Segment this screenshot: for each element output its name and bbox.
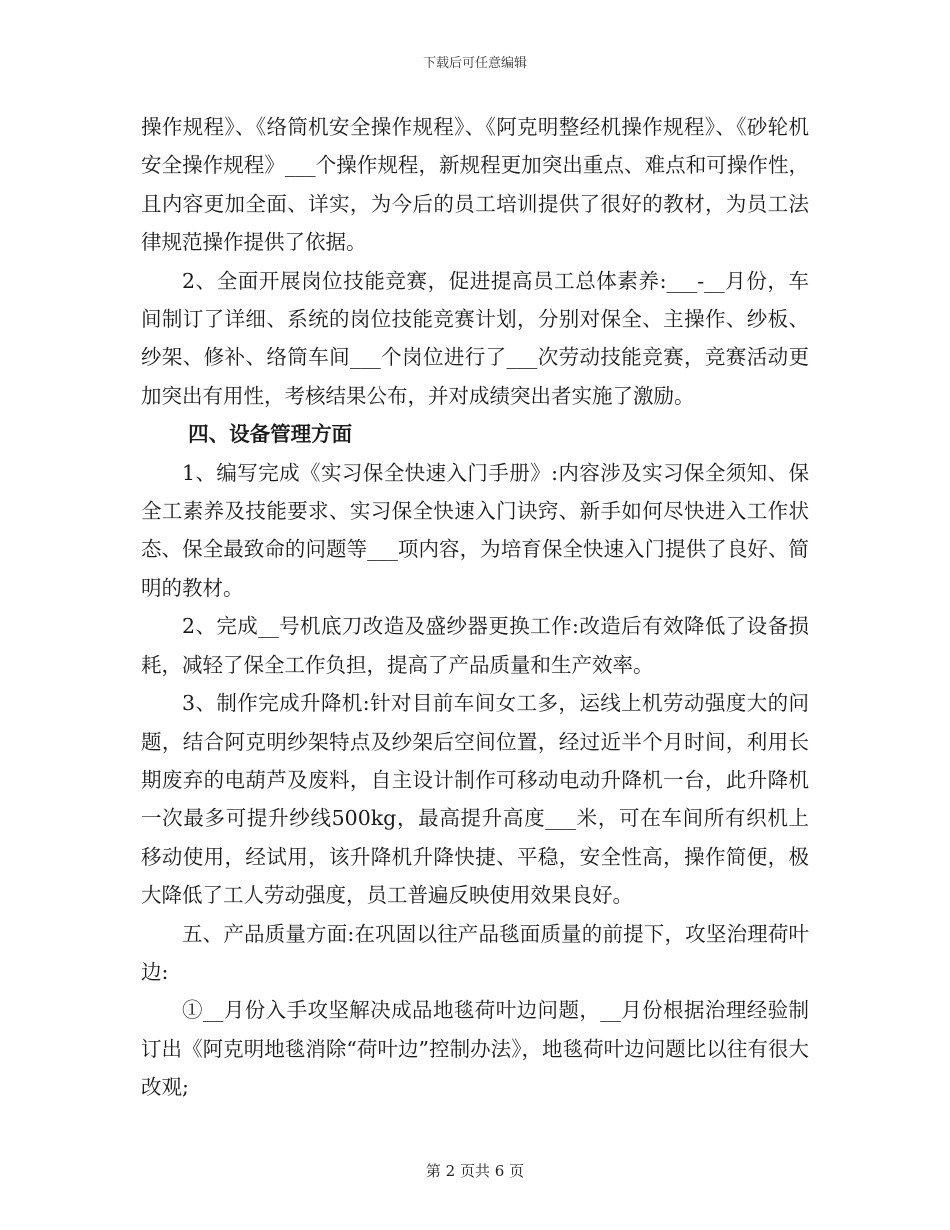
paragraph-lotus-edge-control: ①__月份入手攻坚解决成品地毯荷叶边问题，__月份根据治理经验制订出《阿克明地毯消除“荷叶边”控制办法》，地毯荷叶边问题比以往有很大改观; — [141, 998, 809, 1100]
paragraph-operating-rules: 操作规程》、《络筒机安全操作规程》、《阿克明整经机操作规程》、《砂轮机安全操作规程》___个操作规程，新规程更加突出重点、难点和可操作性，且内容更加全面、详实，为今后的员工培训提供了很好的教材，为员工法律规范操作提供了依据。 — [141, 115, 809, 255]
paragraph-maintenance-handbook: 1、编写完成《实习保全快速入门手册》:内容涉及实习保全须知、保全工素养及技能要求、实习保全快速入门诀窍、新手如何尽快进入工作状态、保全最致命的问题等___项内容，为培育保全快速入门提供了良好、简明的教材。 — [141, 460, 809, 600]
paragraph-skill-competition: 2、全面开展岗位技能竞赛，促进提高员工总体素养:___-__月份，车间制订了详细、系统的岗位技能竞赛计划，分别对保全、主操作、纱板、纱架、修补、络筒车间___个岗位进行了___次劳动技能竞赛，竞赛活动更加突出有用性，考核结果公布，并对成绩突出者实施了激励。 — [141, 268, 809, 408]
page-header: 下载后可任意编辑 — [422, 56, 527, 71]
paragraph-blade-retrofit: 2、完成__号机底刀改造及盛纱器更换工作:改造后有效降低了设备损耗，减轻了保全工作负担，提高了产品质量和生产效率。 — [141, 614, 809, 677]
page-footer: 第 2 页共 6 页 — [425, 1162, 525, 1180]
document-body — [141, 108, 809, 1107]
paragraph-lift-machine: 3、制作完成升降机:针对目前车间女工多，运线上机劳动强度大的问题，结合阿克明纱架特点及纱架后空间位置，经过近半个月时间，利用长期废弃的电葫芦及废料，自主设计制作可移动电动升降机一台，此升降机一次最多可提升纱线500kg，最高提升高度___米，可在车间所有织机上移动使用，经试用，该升降机升降快捷、平稳，安全性高，操作简便，极大降低了工人劳动强度，员工普遍反映使用效果良好。 — [141, 691, 809, 908]
paragraph-product-quality: 五、产品质量方面:在巩固以往产品毯面质量的前提下，攻坚治理荷叶边: — [141, 921, 809, 984]
section-heading-equipment-management: 四、设备管理方面 — [188, 422, 353, 447]
